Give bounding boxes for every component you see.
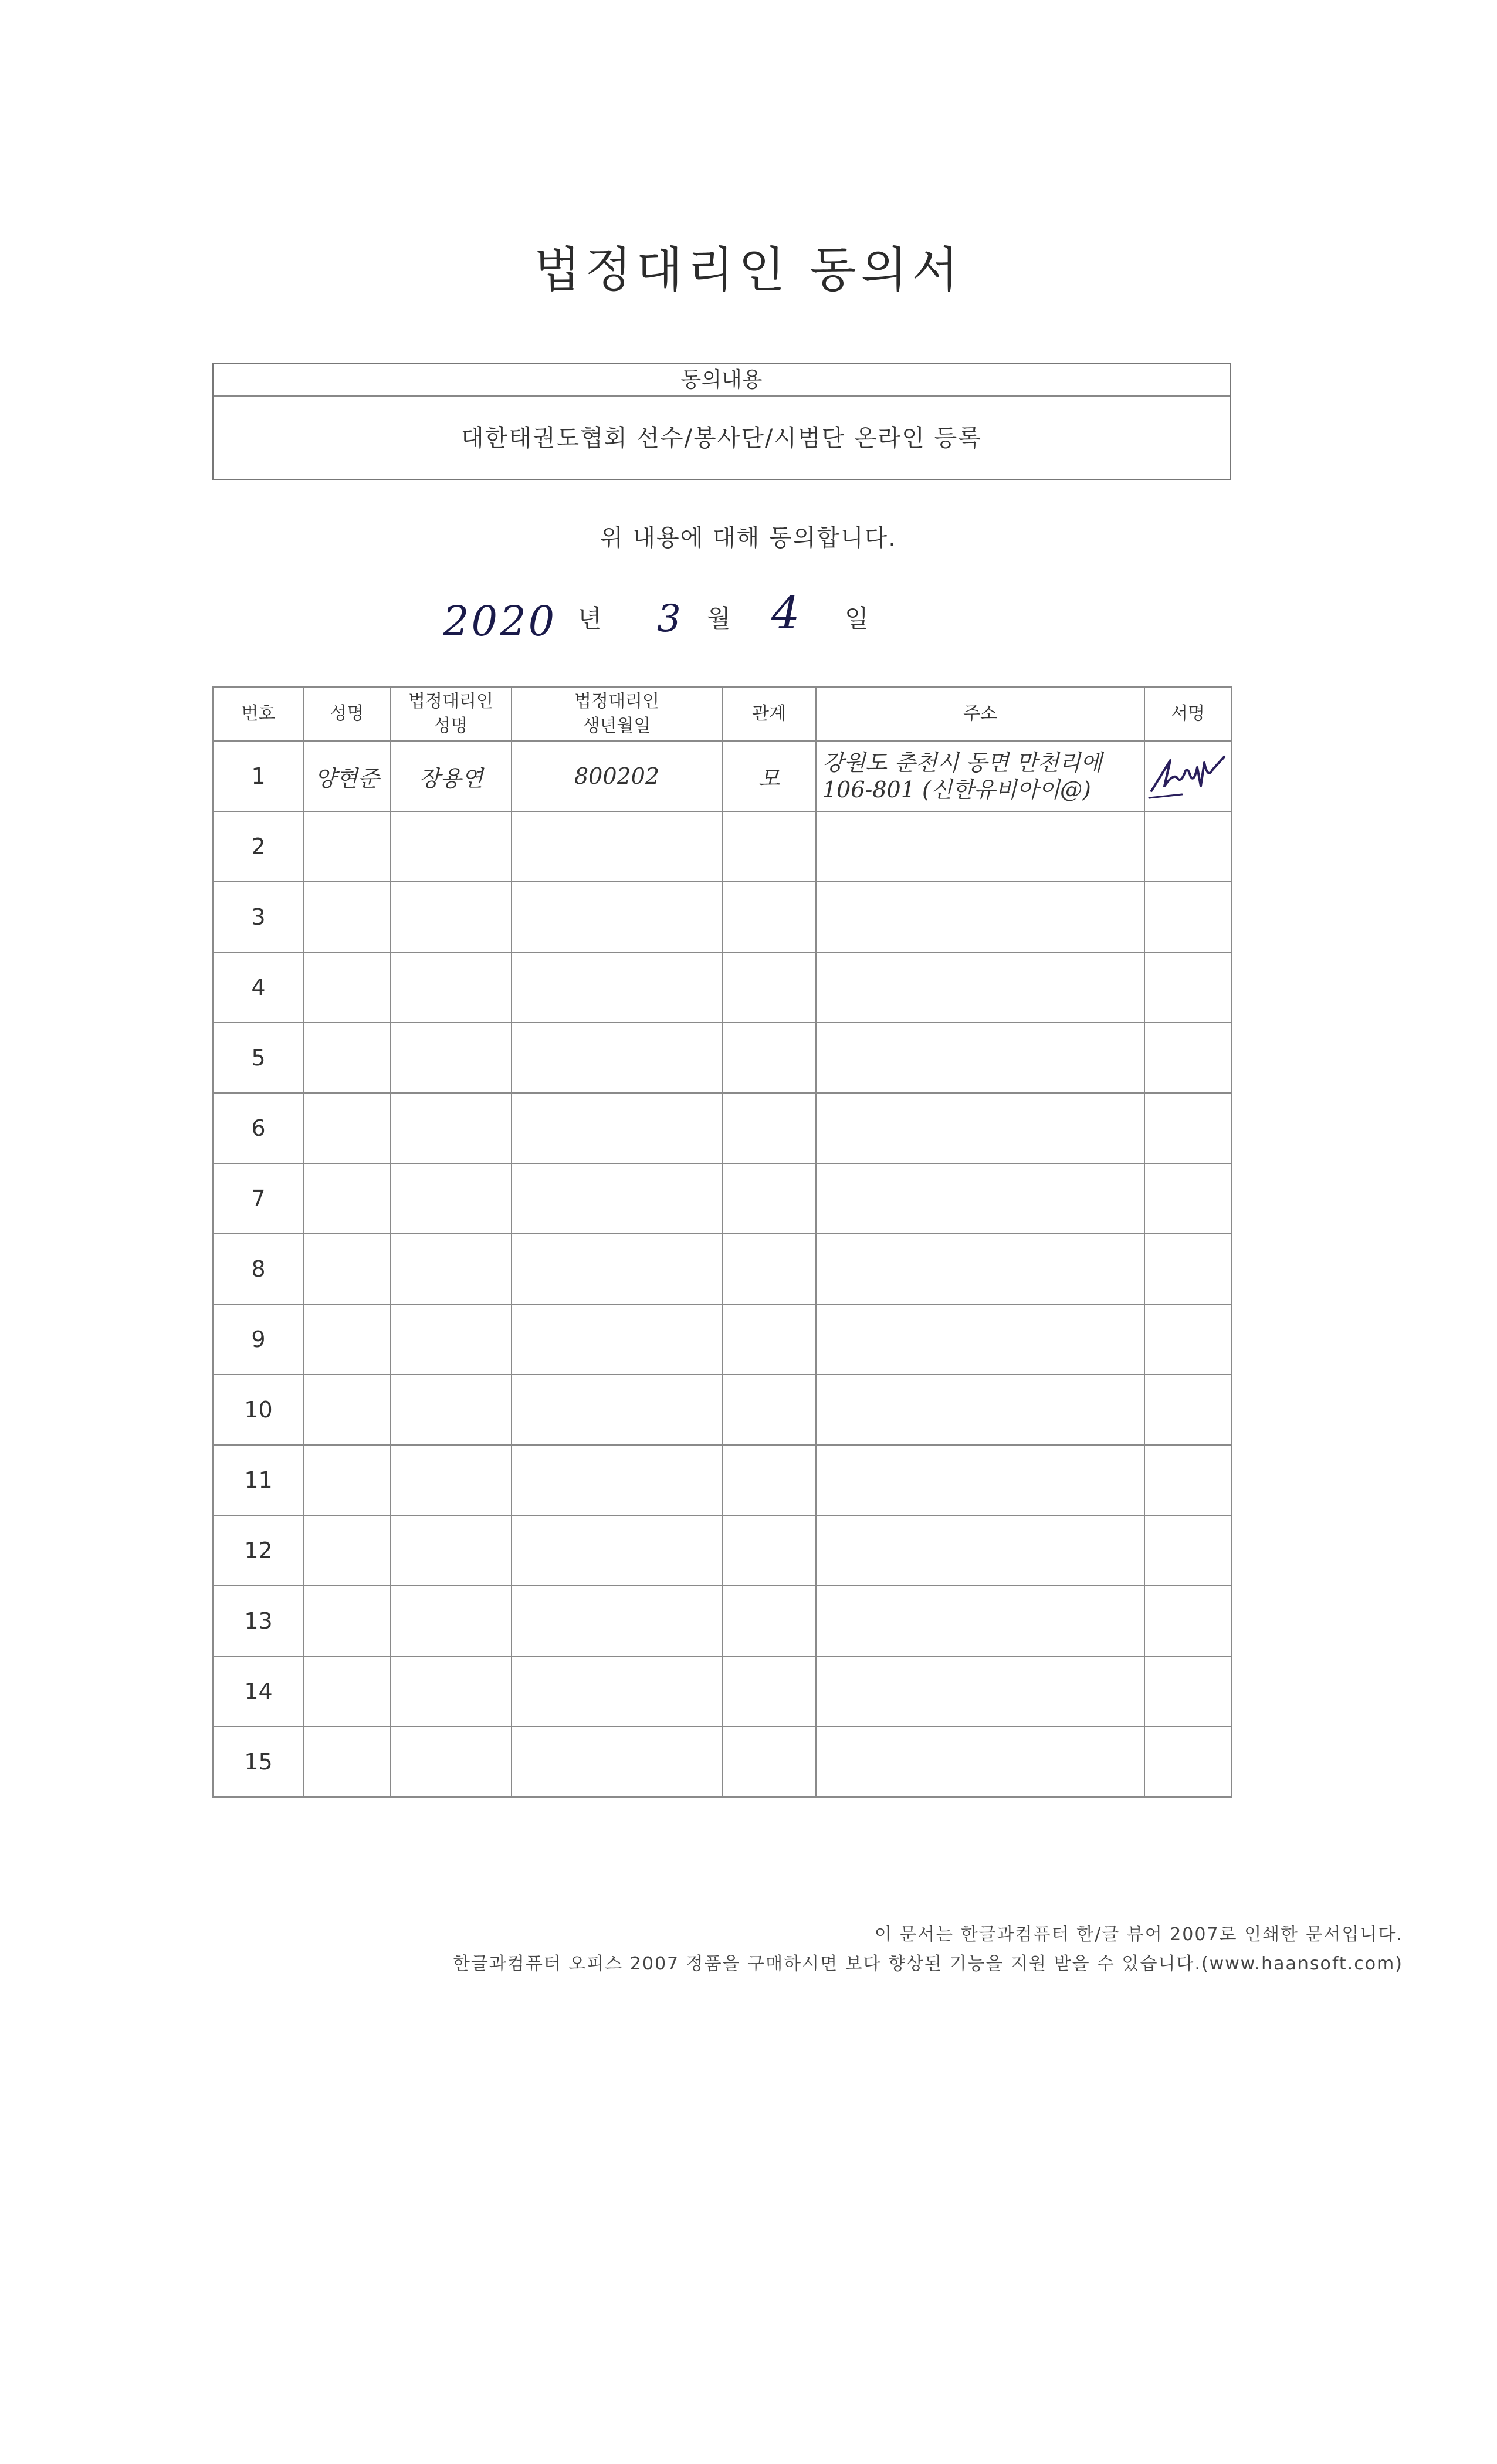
cell-signature — [1144, 1656, 1231, 1727]
cell-number: 5 — [213, 1023, 304, 1093]
cell-relation — [722, 1586, 816, 1656]
page-title: 법정대리인 동의서 — [534, 242, 963, 298]
cell-relation — [722, 1445, 816, 1515]
address-line-1: 강원도 춘천시 동면 만천리에 — [822, 750, 1102, 776]
cell-number: 9 — [213, 1304, 304, 1375]
cell-name — [304, 1656, 390, 1727]
table-row — [213, 1727, 1231, 1797]
cell-name — [304, 1727, 390, 1797]
header-signature: 서명 — [1144, 687, 1231, 741]
table-row — [213, 1304, 1231, 1375]
cell-rep-birth — [512, 1656, 722, 1727]
cell-rep-birth — [512, 1727, 722, 1797]
cell-signature — [1144, 1234, 1231, 1304]
cell-signature — [1144, 1727, 1231, 1797]
cell-signature — [1144, 811, 1231, 882]
cell-name — [304, 952, 390, 1023]
cell-rep-name — [390, 952, 512, 1023]
cell-name — [304, 1445, 390, 1515]
guardian-table — [212, 686, 1232, 1798]
header-address: 주소 — [816, 687, 1144, 741]
cell-address — [816, 1656, 1144, 1727]
cell-rep-name — [390, 1023, 512, 1093]
header-name: 성명 — [304, 687, 390, 741]
consent-box — [212, 363, 1231, 480]
date-day-unit: 일 — [845, 604, 869, 633]
table-row — [213, 1023, 1231, 1093]
cell-rep-name — [390, 1163, 512, 1234]
handwritten-signature-icon — [1147, 750, 1229, 803]
cell-number: 12 — [213, 1515, 304, 1586]
cell-signature — [1144, 1375, 1231, 1445]
header-number: 번호 — [213, 687, 304, 741]
table-row — [213, 811, 1231, 882]
cell-address — [816, 1586, 1144, 1656]
cell-relation — [722, 811, 816, 882]
cell-rep-birth — [512, 952, 722, 1023]
cell-address — [816, 1515, 1144, 1586]
agree-statement: 위 내용에 대해 동의합니다. — [600, 524, 897, 551]
cell-signature — [1144, 1586, 1231, 1656]
cell-rep-birth — [512, 1093, 722, 1163]
cell-name — [304, 811, 390, 882]
cell-signature — [1144, 1023, 1231, 1093]
cell-signature — [1144, 1445, 1231, 1515]
cell-rep-name — [390, 1445, 512, 1515]
table-row — [213, 1656, 1231, 1727]
cell-rep-birth — [512, 1023, 722, 1093]
cell-name — [304, 1023, 390, 1093]
address-line-2: 106-801 (신한유비아이@) — [822, 777, 1091, 803]
date-month: 3 — [657, 597, 681, 641]
cell-name — [304, 1163, 390, 1234]
cell-number: 11 — [213, 1445, 304, 1515]
date-day: 4 — [771, 587, 800, 639]
cell-number: 15 — [213, 1727, 304, 1797]
cell-signature — [1144, 952, 1231, 1023]
table-row — [213, 1586, 1231, 1656]
date-row — [0, 587, 1497, 651]
cell-rep-name — [390, 1375, 512, 1445]
cell-relation — [722, 1375, 816, 1445]
cell-relation — [722, 952, 816, 1023]
table-row — [213, 1445, 1231, 1515]
cell-signature — [1144, 1093, 1231, 1163]
footer-promo: 한글과컴퓨터 오피스 2007 정품을 구매하시면 보다 향상된 기능을 지원 받을 수 있습니다.(www.haansoft.com) — [452, 1954, 1403, 1974]
cell-number: 7 — [213, 1163, 304, 1234]
cell-relation — [722, 1304, 816, 1375]
cell-number: 2 — [213, 811, 304, 882]
cell-rep-birth — [512, 1445, 722, 1515]
cell-relation — [722, 1727, 816, 1797]
cell-signature — [1144, 741, 1231, 811]
cell-rep-name — [390, 882, 512, 952]
cell-rep-birth — [512, 1375, 722, 1445]
date-year: 2020 — [443, 597, 557, 645]
cell-address — [816, 1445, 1144, 1515]
cell-name — [304, 1515, 390, 1586]
cell-relation — [722, 882, 816, 952]
cell-signature — [1144, 1163, 1231, 1234]
cell-name — [304, 1234, 390, 1304]
cell-address — [816, 1163, 1144, 1234]
cell-rep-name — [390, 1234, 512, 1304]
cell-rep-birth: 800202 — [512, 741, 722, 811]
cell-number: 3 — [213, 882, 304, 952]
cell-address — [816, 811, 1144, 882]
cell-rep-name — [390, 811, 512, 882]
cell-relation — [722, 1656, 816, 1727]
table-row — [213, 1163, 1231, 1234]
cell-rep-birth — [512, 1586, 722, 1656]
cell-name — [304, 882, 390, 952]
table-header-row — [213, 687, 1231, 741]
date-year-unit: 년 — [578, 604, 602, 633]
cell-rep-name — [390, 1304, 512, 1375]
cell-number: 14 — [213, 1656, 304, 1727]
table-row — [213, 952, 1231, 1023]
cell-relation — [722, 1234, 816, 1304]
cell-name — [304, 1093, 390, 1163]
cell-rep-birth — [512, 1515, 722, 1586]
cell-relation: 모 — [722, 741, 816, 811]
cell-signature — [1144, 1304, 1231, 1375]
cell-name — [304, 1304, 390, 1375]
footer-notice: 이 문서는 한글과컴퓨터 한/글 뷰어 2007로 인쇄한 문서입니다. — [874, 1924, 1403, 1945]
cell-rep-name — [390, 1515, 512, 1586]
cell-rep-birth — [512, 1163, 722, 1234]
cell-rep-birth — [512, 1304, 722, 1375]
cell-address — [816, 741, 1144, 811]
cell-rep-name — [390, 1093, 512, 1163]
cell-rep-name — [390, 1727, 512, 1797]
cell-rep-name: 장용연 — [390, 741, 512, 811]
cell-relation — [722, 1515, 816, 1586]
table-row — [213, 1093, 1231, 1163]
table-row — [213, 882, 1231, 952]
date-month-unit: 월 — [707, 604, 731, 633]
cell-relation — [722, 1093, 816, 1163]
cell-address — [816, 952, 1144, 1023]
cell-name — [304, 1375, 390, 1445]
cell-address — [816, 1023, 1144, 1093]
header-rep-name: 법정대리인 성명 — [390, 687, 512, 741]
cell-address — [816, 882, 1144, 952]
cell-number: 10 — [213, 1375, 304, 1445]
cell-signature — [1144, 882, 1231, 952]
cell-relation — [722, 1163, 816, 1234]
cell-rep-name — [390, 1656, 512, 1727]
cell-address — [816, 1234, 1144, 1304]
cell-address — [816, 1093, 1144, 1163]
cell-name — [304, 1586, 390, 1656]
cell-rep-birth — [512, 811, 722, 882]
cell-signature — [1144, 1515, 1231, 1586]
cell-address — [816, 1304, 1144, 1375]
consent-text: 대한태권도협회 선수/봉사단/시범단 온라인 등록 — [461, 425, 982, 452]
cell-relation — [722, 1023, 816, 1093]
cell-name: 양현준 — [304, 741, 390, 811]
cell-number: 4 — [213, 952, 304, 1023]
cell-number: 8 — [213, 1234, 304, 1304]
cell-address — [816, 1375, 1144, 1445]
table-row — [213, 1234, 1231, 1304]
cell-number: 6 — [213, 1093, 304, 1163]
cell-rep-birth — [512, 882, 722, 952]
cell-address — [816, 1727, 1144, 1797]
table-row — [213, 741, 1231, 811]
table-row — [213, 1515, 1231, 1586]
cell-rep-birth — [512, 1234, 722, 1304]
header-rep-birth: 법정대리인 생년월일 — [512, 687, 722, 741]
cell-number: 1 — [213, 741, 304, 811]
table-row — [213, 1375, 1231, 1445]
header-relation: 관계 — [722, 687, 816, 741]
cell-rep-name — [390, 1586, 512, 1656]
consent-header: 동의내용 — [214, 364, 1230, 397]
cell-number: 13 — [213, 1586, 304, 1656]
table-body — [213, 741, 1231, 1797]
